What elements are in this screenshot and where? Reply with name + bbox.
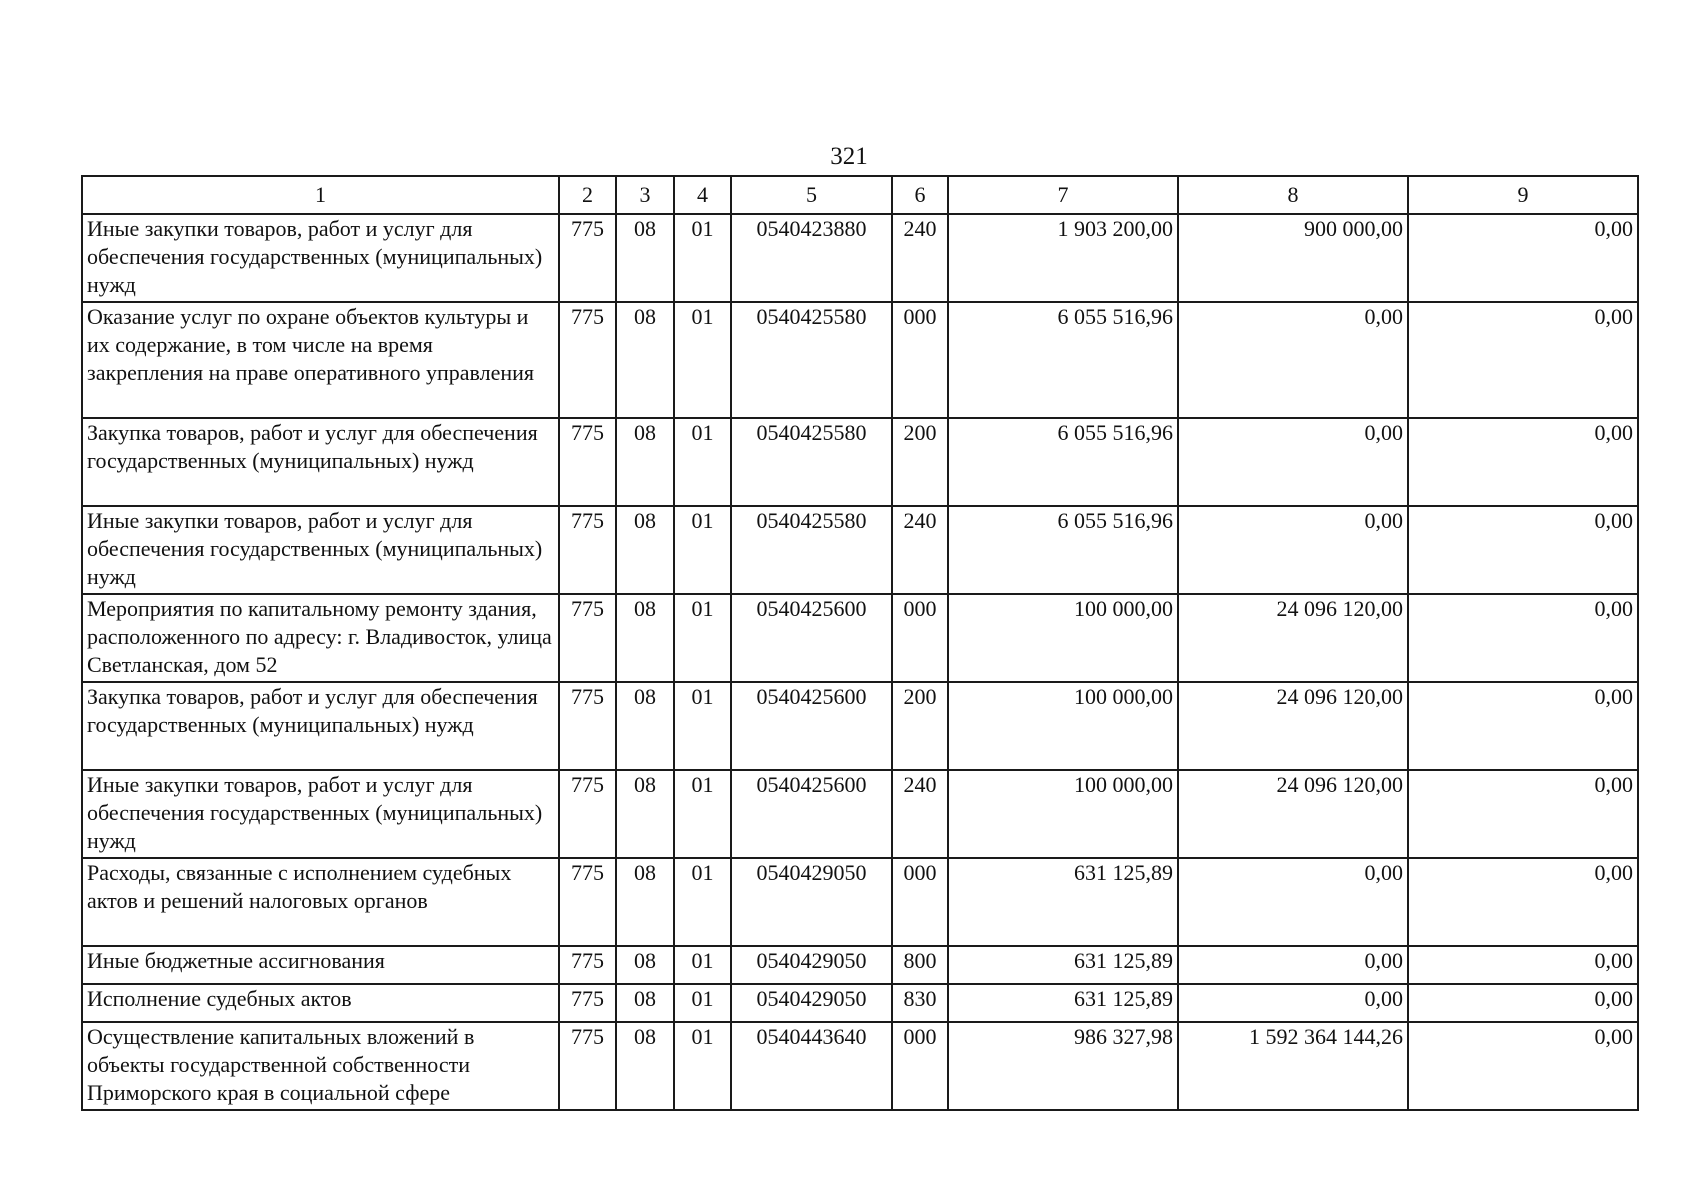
expense-type-cell: 200 [892,418,948,506]
expense-type-cell: 200 [892,682,948,770]
amount-col7-cell: 6 055 516,96 [948,506,1178,594]
row-name-cell: Иные закупки товаров, работ и услуг для обеспечения государственных (муниципальных) нужд [82,770,559,858]
column-header: 9 [1408,176,1638,214]
row-name-cell: Закупка товаров, работ и услуг для обеспечения государственных (муниципальных) нужд [82,418,559,506]
amount-col9-cell: 0,00 [1408,770,1638,858]
section-code-cell: 08 [616,1022,674,1110]
subsection-code-cell: 01 [674,682,731,770]
subsection-code-cell: 01 [674,418,731,506]
target-article-cell: 0540429050 [731,858,892,946]
gov-code-cell: 775 [559,984,616,1022]
expense-type-cell: 000 [892,858,948,946]
header-row [82,176,1638,214]
target-article-cell: 0540423880 [731,214,892,302]
gov-code-cell: 775 [559,858,616,946]
subsection-code-cell: 01 [674,506,731,594]
gov-code-cell: 775 [559,302,616,418]
gov-code-cell: 775 [559,214,616,302]
section-code-cell: 08 [616,594,674,682]
subsection-code-cell: 01 [674,302,731,418]
section-code-cell: 08 [616,506,674,594]
amount-col8-cell: 24 096 120,00 [1178,594,1408,682]
gov-code-cell: 775 [559,682,616,770]
subsection-code-cell: 01 [674,594,731,682]
column-header: 7 [948,176,1178,214]
column-header: 4 [674,176,731,214]
gov-code-cell: 775 [559,770,616,858]
section-code-cell: 08 [616,682,674,770]
target-article-cell: 0540425600 [731,682,892,770]
amount-col9-cell: 0,00 [1408,1022,1638,1110]
amount-col8-cell: 0,00 [1178,302,1408,418]
row-name-cell: Оказание услуг по охране объектов культуры и их содержание, в том числе на время закрепления на праве оперативного управления [82,302,559,418]
table-row [82,302,1638,418]
section-code-cell: 08 [616,418,674,506]
amount-col8-cell: 24 096 120,00 [1178,682,1408,770]
target-article-cell: 0540425600 [731,594,892,682]
table-row [82,946,1638,984]
table-row [82,984,1638,1022]
section-code-cell: 08 [616,770,674,858]
amount-col9-cell: 0,00 [1408,984,1638,1022]
amount-col8-cell: 1 592 364 144,26 [1178,1022,1408,1110]
budget-table [81,175,1639,1111]
row-name-cell: Иные закупки товаров, работ и услуг для обеспечения государственных (муниципальных) нужд [82,506,559,594]
row-name-cell: Иные бюджетные ассигнования [82,946,559,984]
amount-col7-cell: 100 000,00 [948,594,1178,682]
section-code-cell: 08 [616,214,674,302]
section-code-cell: 08 [616,302,674,418]
amount-col7-cell: 631 125,89 [948,946,1178,984]
amount-col8-cell: 0,00 [1178,506,1408,594]
column-header: 6 [892,176,948,214]
gov-code-cell: 775 [559,418,616,506]
amount-col7-cell: 1 903 200,00 [948,214,1178,302]
expense-type-cell: 000 [892,1022,948,1110]
target-article-cell: 0540443640 [731,1022,892,1110]
subsection-code-cell: 01 [674,946,731,984]
section-code-cell: 08 [616,946,674,984]
amount-col8-cell: 0,00 [1178,418,1408,506]
table-row [82,594,1638,682]
amount-col7-cell: 6 055 516,96 [948,418,1178,506]
amount-col7-cell: 100 000,00 [948,770,1178,858]
column-header: 1 [82,176,559,214]
expense-type-cell: 240 [892,770,948,858]
amount-col7-cell: 986 327,98 [948,1022,1178,1110]
amount-col7-cell: 631 125,89 [948,984,1178,1022]
column-header: 8 [1178,176,1408,214]
amount-col9-cell: 0,00 [1408,682,1638,770]
column-header: 2 [559,176,616,214]
page-number: 321 [830,143,868,170]
expense-type-cell: 240 [892,506,948,594]
table-row [82,506,1638,594]
gov-code-cell: 775 [559,946,616,984]
amount-col8-cell: 900 000,00 [1178,214,1408,302]
amount-col9-cell: 0,00 [1408,946,1638,984]
row-name-cell: Осуществление капитальных вложений в объекты государственной собственности Приморского края в социальной сфере [82,1022,559,1110]
row-name-cell: Закупка товаров, работ и услуг для обеспечения государственных (муниципальных) нужд [82,682,559,770]
table-row [82,214,1638,302]
table-row [82,682,1638,770]
expense-type-cell: 000 [892,302,948,418]
expense-type-cell: 000 [892,594,948,682]
subsection-code-cell: 01 [674,214,731,302]
amount-col8-cell: 0,00 [1178,858,1408,946]
target-article-cell: 0540429050 [731,946,892,984]
amount-col9-cell: 0,00 [1408,506,1638,594]
table-row [82,1022,1638,1110]
target-article-cell: 0540425580 [731,418,892,506]
amount-col7-cell: 631 125,89 [948,858,1178,946]
gov-code-cell: 775 [559,594,616,682]
target-article-cell: 0540425580 [731,302,892,418]
table-row [82,858,1638,946]
row-name-cell: Расходы, связанные с исполнением судебных актов и решений налоговых органов [82,858,559,946]
table-row [82,418,1638,506]
expense-type-cell: 800 [892,946,948,984]
column-header: 3 [616,176,674,214]
amount-col8-cell: 0,00 [1178,984,1408,1022]
target-article-cell: 0540425600 [731,770,892,858]
section-code-cell: 08 [616,858,674,946]
amount-col9-cell: 0,00 [1408,214,1638,302]
target-article-cell: 0540429050 [731,984,892,1022]
expense-type-cell: 240 [892,214,948,302]
subsection-code-cell: 01 [674,770,731,858]
amount-col9-cell: 0,00 [1408,858,1638,946]
row-name-cell: Иные закупки товаров, работ и услуг для обеспечения государственных (муниципальных) нужд [82,214,559,302]
section-code-cell: 08 [616,984,674,1022]
amount-col8-cell: 0,00 [1178,946,1408,984]
row-name-cell: Исполнение судебных актов [82,984,559,1022]
subsection-code-cell: 01 [674,984,731,1022]
subsection-code-cell: 01 [674,858,731,946]
row-name-cell: Мероприятия по капитальному ремонту здания, расположенного по адресу: г. Владивосток, улица Светланская, дом 52 [82,594,559,682]
expense-type-cell: 830 [892,984,948,1022]
amount-col9-cell: 0,00 [1408,594,1638,682]
gov-code-cell: 775 [559,506,616,594]
target-article-cell: 0540425580 [731,506,892,594]
amount-col9-cell: 0,00 [1408,418,1638,506]
amount-col7-cell: 6 055 516,96 [948,302,1178,418]
amount-col7-cell: 100 000,00 [948,682,1178,770]
amount-col9-cell: 0,00 [1408,302,1638,418]
gov-code-cell: 775 [559,1022,616,1110]
column-header: 5 [731,176,892,214]
subsection-code-cell: 01 [674,1022,731,1110]
amount-col8-cell: 24 096 120,00 [1178,770,1408,858]
table-row [82,770,1638,858]
